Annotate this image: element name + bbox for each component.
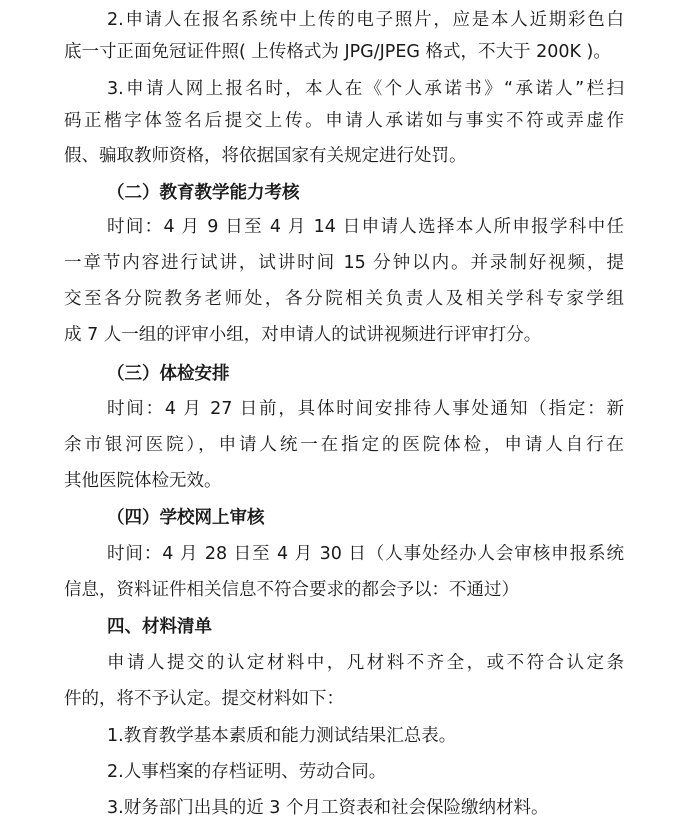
list-item: 1.教育教学基本素质和能力测试结果汇总表。 xyxy=(107,726,457,746)
text-line: 其他医院体检无效。 xyxy=(64,471,222,491)
section-heading: 四、材料清单 xyxy=(107,617,212,637)
text-line: 2.申请人在报名系统中上传的电子照片，应是本人近期彩色白 xyxy=(107,10,624,30)
text-line: 底一寸正面免冠证件照( 上传格式为 JPG/JPEG 格式，不大于 200K )。 xyxy=(64,42,611,62)
text-line: 交至各分院教务老师处，各分院相关负责人及相关学科专家学组 xyxy=(64,289,624,309)
list-item: 3.财务部门出具的近 3 个月工资表和社会保险缴纳材料。 xyxy=(107,798,549,818)
text-line: 3.申请人网上报名时，本人在《个人承诺书》“承诺人”栏扫 xyxy=(107,79,624,99)
section-heading: （三）体检安排 xyxy=(107,364,230,384)
text-line: 时间：4 月 28 日至 4 月 30 日（人事处经办人会审核申报系统 xyxy=(107,544,624,564)
text-line: 一章节内容进行试讲，试讲时间 15 分钟以内。并录制好视频，提 xyxy=(64,253,624,273)
text-line: 申请人提交的认定材料中，凡材料不齐全，或不符合认定条 xyxy=(107,653,624,673)
text-line: 余市银河医院），申请人统一在指定的医院体检，申请人自行在 xyxy=(64,435,624,455)
text-line: 码正楷字体签名后提交上传。申请人承诺如与事实不符或弄虚作 xyxy=(64,111,624,131)
text-line: 件的，将不予认定。提交材料如下： xyxy=(64,689,344,709)
text-line: 信息，资料证件相关信息不符合要求的都会予以：不通过） xyxy=(64,580,519,600)
text-line: 时间：4 月 9 日至 4 月 14 日申请人选择本人所申报学科中任 xyxy=(107,217,624,237)
text-line: 假、骗取教师资格，将依据国家有关规定进行处罚。 xyxy=(64,146,467,166)
text-line: 时间：4 月 27 日前，具体时间安排待人事处通知（指定：新 xyxy=(107,399,624,419)
text-line: 成 7 人一组的评审小组，对申请人的试讲视频进行评审打分。 xyxy=(64,325,542,345)
section-heading: （二）教育教学能力考核 xyxy=(107,183,300,203)
section-heading: （四）学校网上审核 xyxy=(107,508,265,528)
list-item: 2.人事档案的存档证明、劳动合同。 xyxy=(107,762,387,782)
